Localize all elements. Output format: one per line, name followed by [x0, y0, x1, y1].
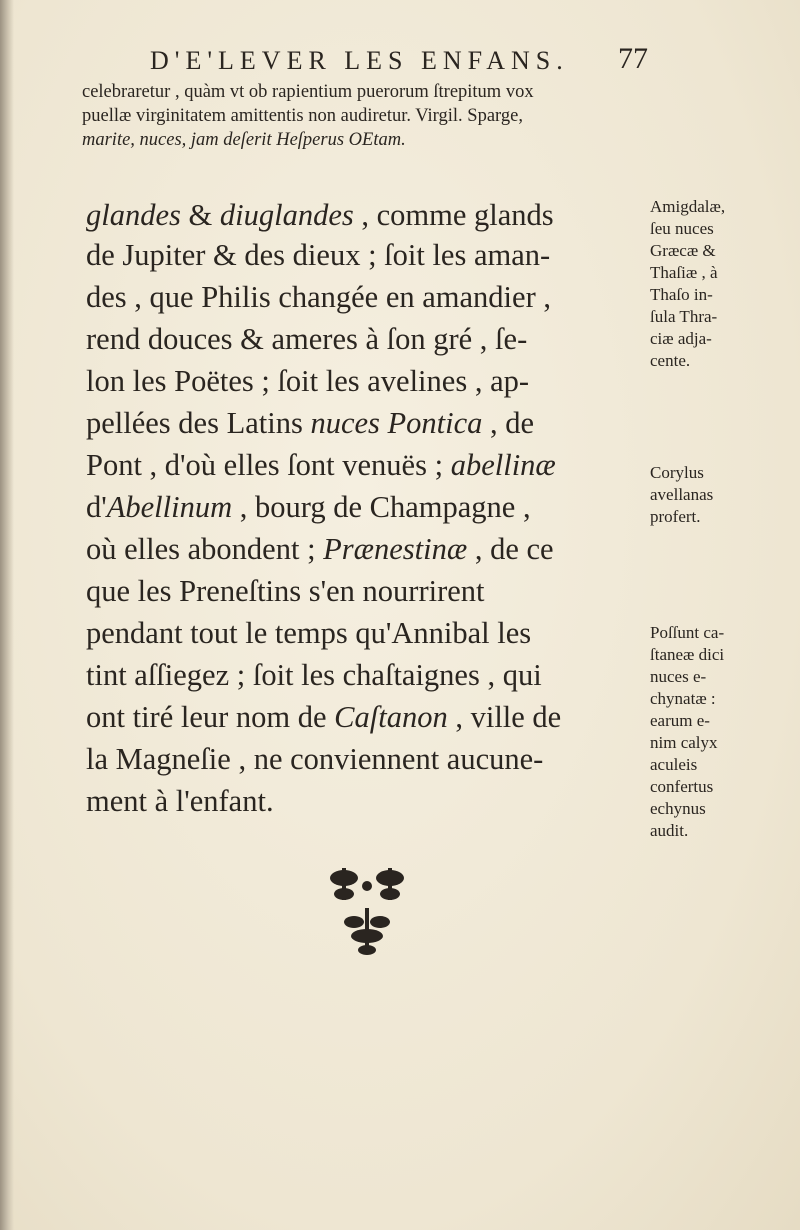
footnote-line: marite, nuces, jam deſerit Heſperus OEtam. [82, 130, 406, 150]
margin-note-line: Poſſunt ca- [650, 623, 725, 642]
running-head-title: D'E'LEVER LES ENFANS. [150, 46, 569, 75]
main-text-segment: Prænestinæ [323, 532, 468, 566]
main-text-line [86, 574, 485, 610]
page-gutter-shadow [0, 0, 14, 1230]
main-text-line [86, 364, 529, 400]
main-text-segment: lon les Poëtes ; ſoit les avelines , ap- [86, 364, 530, 398]
main-text-segment: , bourg de Champagne , [232, 490, 531, 524]
main-text-line [86, 322, 527, 358]
margin-note-line: profert. [650, 507, 701, 526]
main-text-segment: de Jupiter & des dieux ; ſoit les aman- [86, 238, 551, 272]
main-text-segment: des , que Philis changée en amandier , [86, 280, 551, 314]
margin-note-amigdalae [650, 196, 790, 372]
footnote-line: puellæ virginitatem amittentis non audiretur. Virgil. Sparge, [82, 106, 523, 126]
main-text-line [86, 742, 543, 778]
main-text-segment: que les Preneſtins s'en nourrirent [86, 574, 485, 608]
printers-fleuron-ornament-icon [312, 860, 422, 960]
margin-note-line: Amigdalæ, [650, 197, 726, 216]
main-text-segment: d' [86, 490, 107, 524]
main-text-segment: la Magneſie , ne conviennent aucune- [86, 742, 544, 776]
margin-note-line: avellanas [650, 485, 714, 504]
page-number: 77 [618, 42, 648, 75]
margin-note-line: ciæ adja- [650, 329, 712, 348]
margin-note-line: chynatæ : [650, 689, 716, 708]
main-text-line [86, 658, 542, 694]
main-text-segment: Pont , d'où elles ſont venuës ; [86, 448, 451, 482]
main-text-segment: pellées des Latins [86, 406, 311, 440]
margin-note-line: audit. [650, 821, 689, 840]
main-text-line [86, 406, 534, 442]
margin-note-line: ſtaneæ dici [650, 645, 725, 664]
main-text-line [86, 490, 531, 526]
margin-note-line: ſula Thra- [650, 307, 718, 326]
main-text-segment: ment à l'enfant. [86, 784, 274, 818]
main-text-segment: diuglandes [219, 198, 354, 232]
margin-note-line: Thaſo in- [650, 285, 713, 304]
main-text-segment: , de ce [467, 532, 554, 566]
margin-note-line: nim calyx [650, 733, 718, 752]
main-text-segment: tint aſſiegez ; ſoit les chaſtaignes , qui [86, 658, 542, 692]
margin-note-line: nuces e- [650, 667, 707, 686]
margin-note-castaneae [650, 622, 790, 842]
main-text-segment: , ville de [447, 700, 562, 734]
main-text-segment: rend douces & ameres à ſon gré , ſe- [86, 322, 528, 356]
main-text-segment: pendant tout le temps qu'Annibal les [86, 616, 532, 650]
main-text-segment: Caſtanon [334, 700, 448, 734]
margin-note-line: cente. [650, 351, 691, 370]
margin-note-line: Corylus [650, 463, 704, 482]
main-text-segment: Abellinum [106, 490, 233, 524]
main-text-segment: , comme glands [353, 198, 554, 232]
footnote-line: celebraretur , quàm vt ob rapientium puerorum ſtrepitum vox [82, 82, 534, 102]
main-text-segment: ont tiré leur nom de [86, 700, 335, 734]
main-text-segment: , de [482, 406, 535, 440]
main-text-line [86, 238, 550, 274]
main-text-line [86, 700, 561, 736]
main-text-line [86, 280, 551, 316]
main-text-line [86, 448, 556, 484]
main-text-segment: nuces Pontica [310, 406, 483, 440]
main-text-segment: où elles abondent ; [86, 532, 324, 566]
main-text-line [86, 532, 554, 568]
main-text-segment: abellinæ [450, 448, 556, 482]
margin-note-line: echynus [650, 799, 706, 818]
main-text-line [86, 198, 554, 234]
margin-note-line: earum e- [650, 711, 710, 730]
main-text-segment: glandes [86, 198, 181, 232]
main-text-segment: & [180, 198, 220, 232]
margin-note-line: Græcæ & [650, 241, 716, 260]
main-text-line [86, 616, 531, 652]
margin-note-line: confertus [650, 777, 714, 796]
margin-note-line: aculeis [650, 755, 698, 774]
margin-note-corylus [650, 462, 790, 528]
margin-note-line: ſeu nuces [650, 219, 714, 238]
main-text-line [86, 784, 274, 820]
margin-note-line: Thaſiæ , à [650, 263, 718, 282]
